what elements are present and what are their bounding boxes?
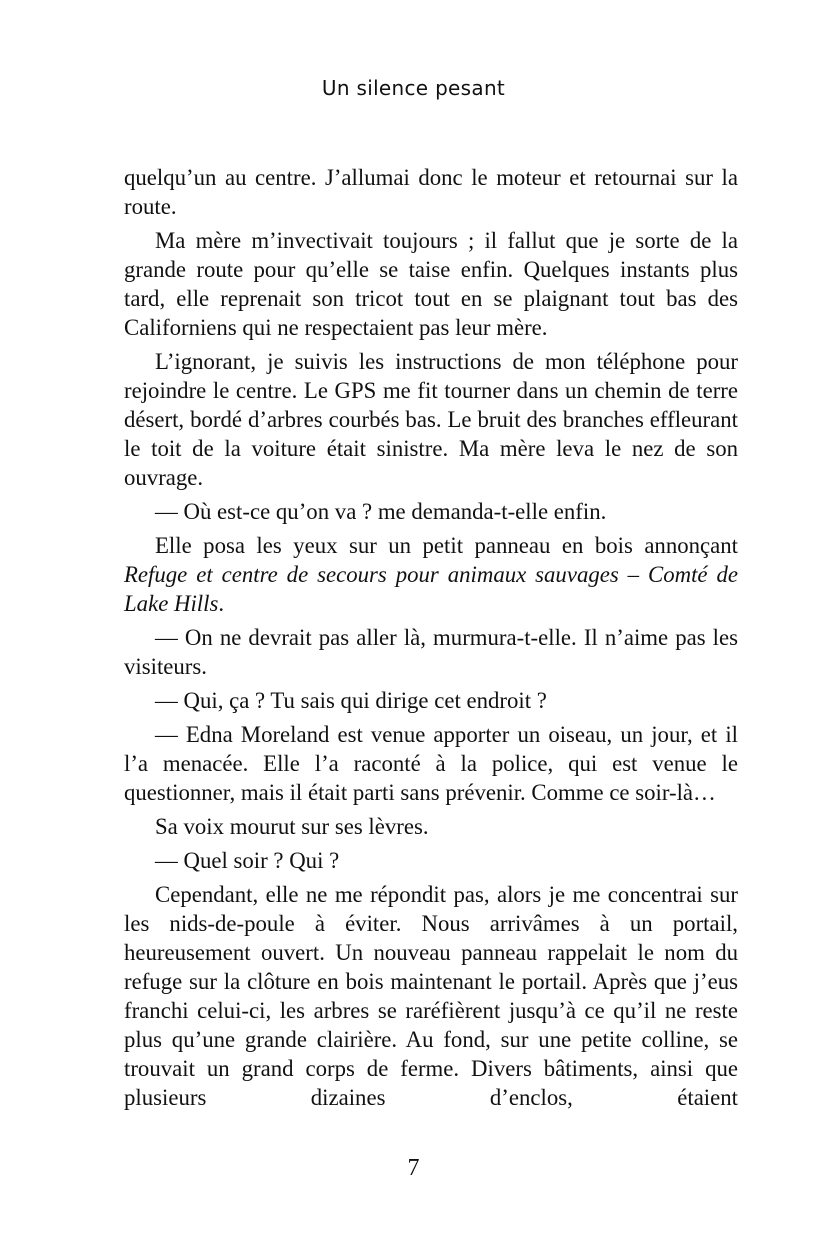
paragraph: L’ignorant, je suivis les instructions de mon téléphone pour rejoindre le centre. Le GPS me fit tourner dans un chemin de terre désert, bordé d’arbres courbés bas. Le bruit des branches effleurant le toit de la voiture était sinistre. Ma mère leva le nez de son ouvrage. <box>124 349 738 490</box>
dialogue-line: — On ne devrait pas aller là, murmura-t-elle. Il n’aime pas les visiteurs. <box>124 625 738 679</box>
paragraph: Sa voix mourut sur ses lèvres. <box>155 814 429 839</box>
page-number: 7 <box>407 1155 420 1181</box>
paragraph: Ma mère m’invectivait toujours ; il fallut que je sorte de la grande route pour qu’elle se taise enfin. Quelques instants plus tard, elle reprenait son tricot tout en se plaignant tout bas des Californiens qui ne respectaient pas leur mère. <box>124 228 738 340</box>
paragraph-with-sign-text <box>124 531 738 618</box>
sign-text-italic: Refuge et centre de secours pour animaux sauvages – Comté de Lake Hills <box>124 562 738 616</box>
dialogue-line: — Quel soir ? Qui ? <box>155 848 340 873</box>
paragraph: quelqu’un au centre. J’allumai donc le moteur et retournai sur la route. <box>124 165 738 219</box>
dialogue-line: — Edna Moreland est venue apporter un oiseau, un jour, et il l’a menacée. Elle l’a raconté à la police, qui est venue le questionner, mais il était parti sans prévenir. Comme ce soir-là… <box>124 722 738 805</box>
paragraph-text: . <box>218 591 225 616</box>
dialogue-line: — Où est-ce qu’on va ? me demanda-t-elle enfin. <box>155 499 607 524</box>
dialogue-line: — Qui, ça ? Tu sais qui dirige cet endroit ? <box>155 688 547 713</box>
body-text <box>124 163 738 1112</box>
paragraph-text: Elle posa les yeux sur un petit panneau en bois annonçant <box>155 533 738 558</box>
paragraph: Cependant, elle ne me répondit pas, alors je me concentrai sur les nids-de-poule à éviter. Nous arrivâmes à un portail, heureusement ouvert. Un nouveau panneau rappelait le nom du refuge sur la clôture en bois maintenant le portail. Après que j’eus franchi celui-ci, les arbres se raréfièrent jusqu’à ce qu’il ne reste plus qu’une grande clairière. Au fond, sur une petite colline, se trouvait un grand corps de ferme. Divers bâtiments, ainsi que plusieurs dizaines d’enclos, étaient <box>124 882 738 1110</box>
running-title: Un silence pesant <box>321 76 506 100</box>
